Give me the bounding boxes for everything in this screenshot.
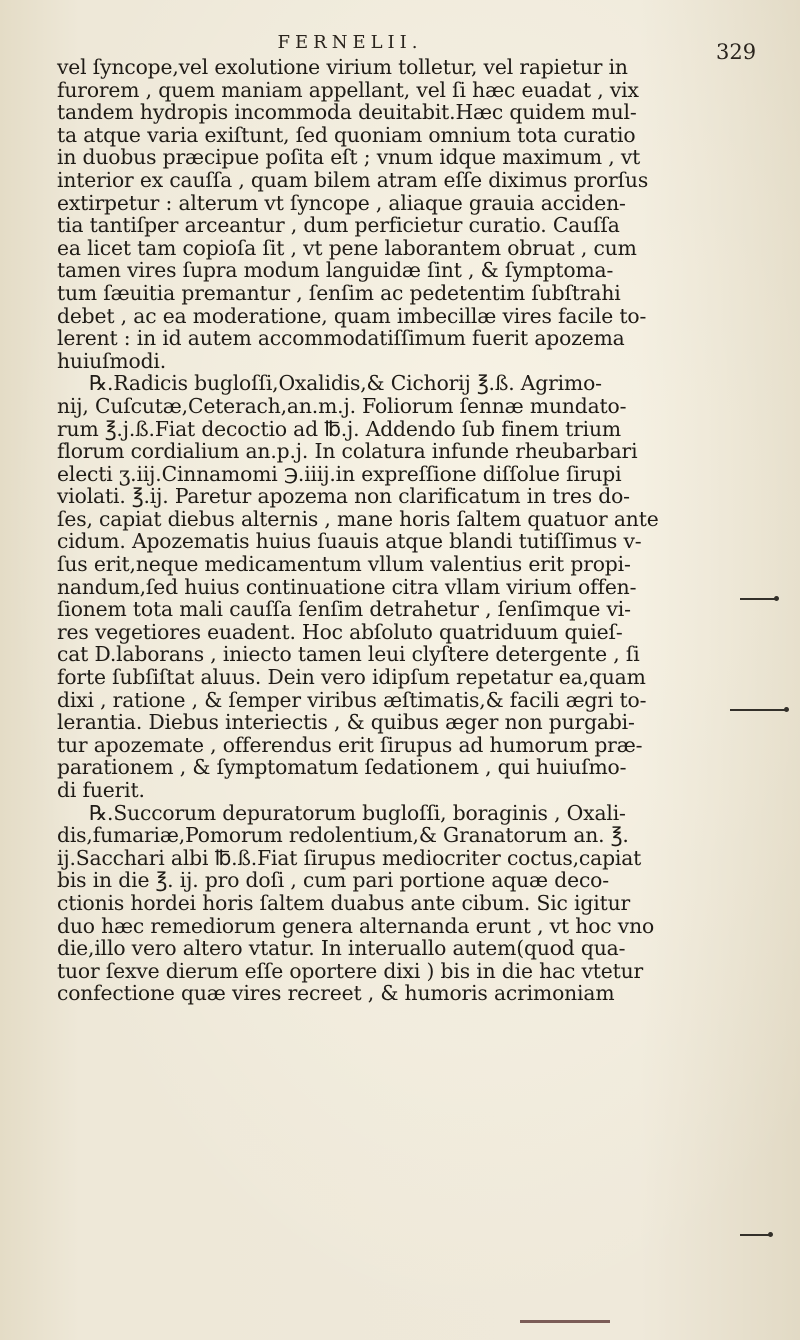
text-line: parationem , & ſymptomatum ſedationem , qui huiuſmo- — [57, 755, 627, 780]
margin-pen-mark — [730, 709, 786, 711]
text-line: bis in die ℥. ij. pro doſi , cum pari portione aquæ deco- — [57, 868, 609, 893]
text-line: cat D.laborans , iniecto tamen leui clyſtere detergente , ſi — [57, 642, 640, 667]
text-line: tandem hydropis incommoda deuitabit.Hæc quidem mul- — [57, 100, 637, 125]
text-line: ſes, capiat diebus alternis , mane horis ſaltem quatuor ante — [57, 506, 659, 531]
text-line: debet , ac ea moderatione, quam imbecillæ vires facile to- — [57, 303, 647, 328]
text-line: cidum. Apozematis huius ſuauis atque blandi tutiſſimus v- — [57, 529, 642, 554]
text-line: dis,fumariæ,Pomorum redolentium,& Granatorum an. ℥. — [57, 823, 629, 848]
text-line: ſus erit,neque medicamentum vllum valentius erit propi- — [57, 552, 631, 577]
running-title: FERNELII. — [277, 32, 423, 53]
body-text — [57, 56, 737, 1005]
text-line: nandum,ſed huius continuatione citra vllam virium offen- — [57, 574, 637, 599]
text-line: tum ſæuitia premantur , ſenſim ac pedetentim ſubſtrahi — [57, 280, 621, 305]
text-line: forte ſubſiſtat aluus. Dein vero idipſum repetatur ea,quam — [57, 665, 646, 690]
text-line: furorem , quem maniam appellant, vel ſi hæc euadat , vix — [57, 77, 639, 102]
text-line: rum ℥.j.ß.Fiat decoctio ad ℔.j. Addendo ſub finem trium — [57, 416, 621, 441]
recipe-line: ℞.Radicis bugloſſi,Oxalidis,& Cichorij ℥.ß. Agrimo- — [89, 371, 602, 396]
margin-pen-mark — [740, 598, 776, 600]
text-line: duo hæc remediorum genera alternanda erunt , vt hoc vno — [57, 913, 655, 938]
ink-underline-mark — [520, 1320, 610, 1323]
text-line: nij, Cuſcutæ,Ceterach,an.m.j. Foliorum ſennæ mundato- — [57, 393, 627, 418]
text-line: ctionis hordei horis ſaltem duabus ante cibum. Sic igitur — [57, 890, 631, 915]
text-line: res vegetiores euadent. Hoc abſoluto quatriduum quieſ- — [57, 619, 623, 644]
text-line: vel ſyncope,vel exolutione virium tolletur, vel rapietur in — [57, 55, 628, 79]
text-line: electi ʒ.iij.Cinnamomi ℈.iiij.in expreſſione diſſolue ſirupi — [57, 461, 622, 486]
text-line: di fuerit. — [57, 778, 145, 802]
text-line: ſionem tota mali cauſſa ſenſim detrahetur , ſenſimque vi- — [57, 597, 631, 622]
text-line: die,illo vero altero vtatur. In interuallo autem(quod qua- — [57, 936, 626, 961]
page-number: 329 — [716, 40, 757, 64]
text-line: ea licet tam copioſa ſit , vt pene laborantem obruat , cum — [57, 235, 637, 260]
margin-pen-mark — [740, 1234, 770, 1236]
recipe-line: ℞.Succorum depuratorum bugloſſi, boraginis , Oxali- — [89, 800, 626, 825]
text-line: tuor ſexve dierum eſſe oportere dixi ) bis in die hac vtetur — [57, 958, 644, 983]
text-line: interior ex cauſſa , quam bilem atram eſſe diximus prorſus — [57, 167, 649, 192]
text-line: tamen vires ſupra modum languidæ ſint , & ſymptoma- — [57, 258, 614, 283]
text-line: dixi , ratione , & ſemper viribus æſtimatis,& facili ægri to- — [57, 687, 647, 712]
text-line: in duobus præcipue poſita eſt ; vnum idque maximum , vt — [57, 145, 641, 170]
text-line: florum cordialium an.p.j. In colatura infunde rheubarbari — [57, 439, 638, 464]
text-line: tia tantiſper arceantur , dum perficietur curatio. Cauſſa — [57, 213, 620, 238]
text-line: confectione quæ vires recreet , & humoris acrimoniam — [57, 981, 615, 1006]
text-line: lerent : in id autem accommodatiſſimum fuerit apozema — [57, 326, 625, 351]
text-line: extirpetur : alterum vt ſyncope , aliaque grauia acciden- — [57, 190, 626, 215]
text-line: huiuſmodi. — [57, 348, 167, 373]
text-line: ta atque varia exiſtunt, ſed quoniam omnium tota curatio — [57, 122, 636, 147]
text-line: tur apozemate , offerendus erit ſirupus ad humorum præ- — [57, 732, 643, 757]
text-line: lerantia. Diebus interiectis , & quibus æger non purgabi- — [57, 710, 635, 735]
text-line: violati. ℥.ij. Paretur apozema non clarificatum in tres do- — [57, 484, 630, 509]
text-line: ij.Sacchari albi ℔.ß.Fiat ſirupus mediocriter coctus,capiat — [57, 845, 642, 870]
